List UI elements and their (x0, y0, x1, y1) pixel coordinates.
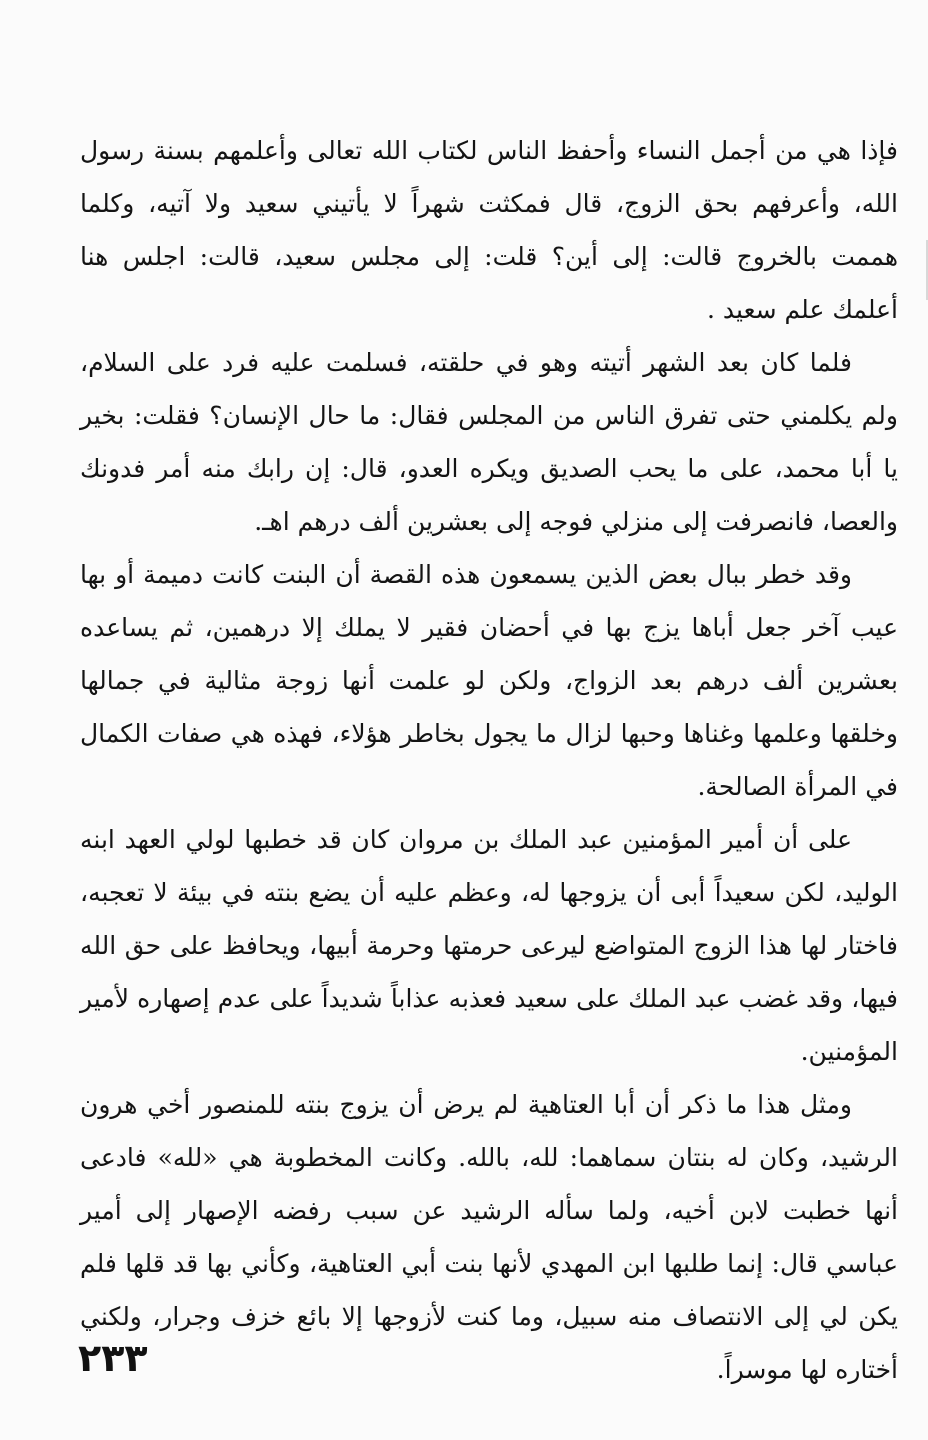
page-text-block (80, 124, 898, 1396)
paragraph-5: ومثل هذا ما ذكر أن أبا العتاهية لم يرض أن يزوج بنته للمنصور أخي هرون الرشيد، وكان له بنتان سماهما: لله، بالله. وكانت المخطوبة هي «لله» فادعى أنها خطبت لابن أخيه، ولما سأله الرشيد عن سبب رفضه الإصهار إلى أمير عباسي قال: إنما طلبها ابن المهدي لأنها بنت أبي العتاهية، وكأني بها قد قلها فلم يكن لي إلى الانتصاف منه سبيل، وما كنت لأزوجها إلا بائع خزف وجرار، ولكني أختاره لها موسراً. (80, 1090, 898, 1384)
paragraph-3: وقد خطر ببال بعض الذين يسمعون هذه القصة أن البنت كانت دميمة أو بها عيب آخر جعل أباها يزج بها في أحضان فقير لا يملك إلا درهمين، ثم يساعده بعشرين ألف درهم بعد الزواج، ولكن لو علمت أنها زوجة مثالية في جمالها وخلقها وعلمها وغناها وحبها لزال ما يجول بخاطر هؤلاء، فهذه هي صفات الكمال في المرأة الصالحة. (80, 560, 898, 801)
paragraph-2: فلما كان بعد الشهر أتيته وهو في حلقته، فسلمت عليه فرد على السلام، ولم يكلمني حتى تفرق الناس من المجلس فقال: ما حال الإنسان؟ فقلت: بخير يا أبا محمد، على ما يحب الصديق ويكره العدو، قال: إن رابك منه أمر فدونك والعصا، فانصرفت إلى منزلي فوجه إلى بعشرين ألف درهم اهـ. (80, 348, 898, 536)
paragraph-1: فإذا هي من أجمل النساء وأحفظ الناس لكتاب الله تعالى وأعلمهم بسنة رسول الله، وأعرفهم بحق الزوج، قال فمكثت شهراً لا يأتيني سعيد ولا آتيه، وكلما هممت بالخروج قالت: إلى أين؟ قلت: إلى مجلس سعيد، قالت: اجلس هنا أعلمك علم سعيد . (80, 136, 898, 324)
paragraph-4: على أن أمير المؤمنين عبد الملك بن مروان كان قد خطبها لولي العهد ابنه الوليد، لكن سعيداً أبى أن يزوجها له، وعظم عليه أن يضع بنته في بيئة لا تعجبه، فاختار لها هذا الزوج المتواضع ليرعى حرمتها وحرمة أبيها، ويحافظ على حق الله فيها، وقد غضب عبد الملك على سعيد فعذبه عذاباً شديداً على عدم إصهاره لأمير المؤمنين. (80, 825, 898, 1066)
page-number: ٢٣٣ (78, 1336, 148, 1380)
